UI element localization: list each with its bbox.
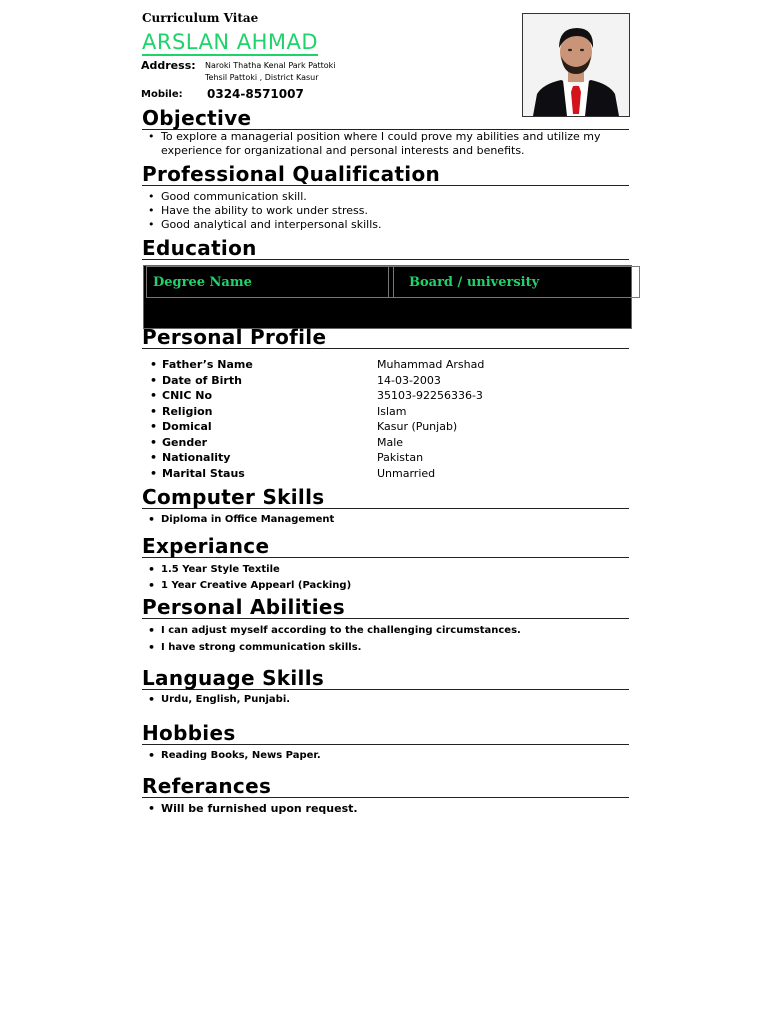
computer-skills-list [148,513,628,527]
profile-value: Muhammad Arshad [377,358,485,371]
profile-label: • Gender [150,435,370,451]
list-item: • Diploma in Office Management [148,513,628,527]
profile-label: • Domical [150,419,370,435]
list-item: • I can adjust myself according to the challenging circumstances. [148,622,628,639]
education-table [143,265,632,329]
profile-label: • Father’s Name [150,357,370,373]
profile-value: Pakistan [377,451,424,464]
list-item: • Urdu, English, Punjabi. [148,693,628,707]
references-heading: Referances [142,775,629,798]
profile-label: • Date of Birth [150,373,370,389]
objective-item: • To explore a managerial position where I could prove my abilities and utilize my experience for organizational and personal interests and benefits. [148,130,628,158]
qualification-list [148,190,628,232]
hobbies-list [148,749,628,763]
profile-value: 35103-92256336-3 [377,389,483,402]
list-item: • Good communication skill. [148,190,628,204]
address-value [205,60,336,84]
candidate-name: ARSLAN AHMAD [142,30,319,54]
profile-photo-image [523,14,629,116]
mobile-value: 0324-8571007 [207,87,304,101]
address-line-2: Tehsil Pattoki , District Kasur [205,73,319,82]
experience-list [148,562,628,593]
profile-value: Unmarried [377,466,436,480]
objective-list [148,130,628,158]
profile-values [377,357,627,481]
profile-label: • CNIC No [150,388,370,404]
abilities-heading: Personal Abilities [142,596,629,619]
objective-heading: Objective [142,107,629,130]
profile-value: Male [377,435,404,449]
list-item: • 1 Year Creative Appearl (Packing) [148,578,628,594]
references-list [148,802,628,816]
mobile-label: Mobile: [141,89,183,100]
profile-label: • Religion [150,404,370,420]
profile-value: 14-03-2003 [377,373,441,387]
profile-photo [522,13,630,117]
cv-label: Curriculum Vitae [142,11,259,25]
profile-label: • Nationality [150,450,370,466]
qualification-heading: Professional Qualification [142,163,629,186]
column-degree-name: Degree Name [146,266,394,298]
list-item: • 1.5 Year Style Textile [148,562,628,578]
address-label: Address: [141,59,196,72]
language-skills-heading: Language Skills [142,667,629,690]
computer-skills-heading: Computer Skills [142,486,629,509]
profile-label: • Marital Staus [150,466,370,482]
list-item: • I have strong communication skills. [148,639,628,656]
profile-value: Kasur (Punjab) [377,420,458,433]
list-item: • Good analytical and interpersonal skills. [148,218,628,232]
address-line-1: Naroki Thatha Kenal Park Pattoki [205,61,336,70]
education-heading: Education [142,237,629,260]
column-board-university: Board / university [388,266,640,298]
list-item: • Reading Books, News Paper. [148,749,628,763]
list-item: • Will be furnished upon request. [148,802,628,816]
hobbies-heading: Hobbies [142,722,629,745]
personal-profile-heading: Personal Profile [142,326,629,349]
profile-labels [150,357,370,481]
experience-heading: Experiance [142,535,629,558]
language-skills-list [148,693,628,707]
list-item: • Have the ability to work under stress. [148,204,628,218]
abilities-list [148,622,628,656]
profile-value: Islam [377,404,407,418]
